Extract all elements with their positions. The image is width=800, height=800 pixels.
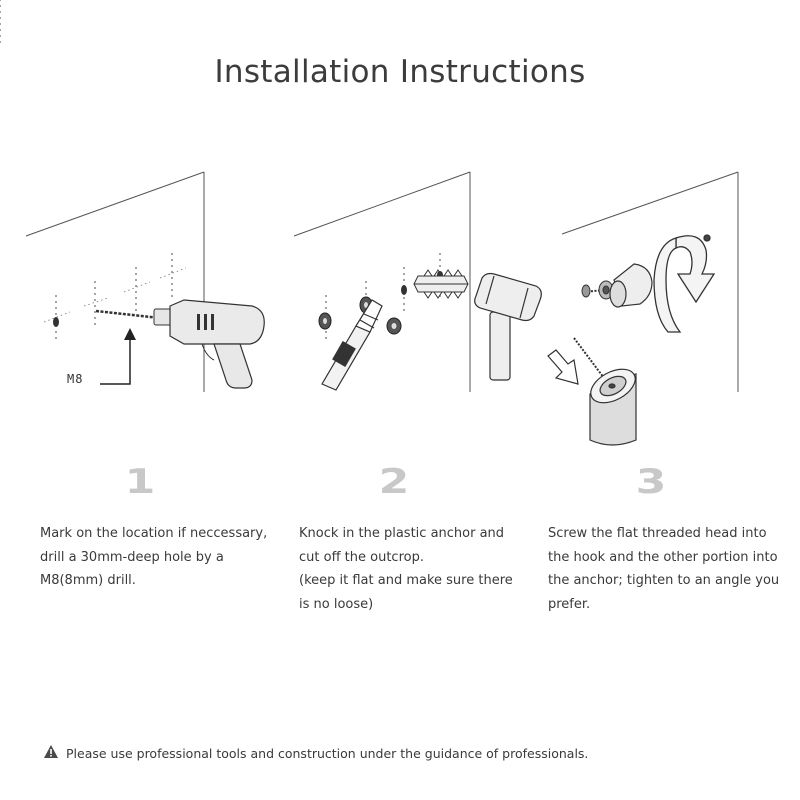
step-text-line: drill a 30mm-deep hole by a	[40, 549, 224, 565]
step-text-line: prefer.	[548, 596, 591, 612]
step-1-description	[40, 522, 280, 593]
plastic-anchor-illustration	[414, 270, 468, 298]
wall-panel-1	[26, 172, 204, 392]
safety-notice	[44, 746, 764, 761]
step-text-line: the hook and the other portion into	[548, 549, 778, 565]
m8-pointer-arrow	[100, 336, 130, 384]
step-number-1: 1	[124, 462, 156, 502]
rotate-arrow-icon	[654, 235, 714, 332]
safety-notice-text: Please use professional tools and construction under the guidance of professionals.	[66, 746, 589, 761]
step-text-line: M8(8mm) drill.	[40, 573, 136, 588]
step-text-line: Screw the flat threaded head into	[548, 526, 767, 541]
step-text-line: is no loose)	[299, 596, 374, 612]
step-text-line: Knock in the plastic anchor and	[299, 526, 505, 541]
step-number-2: 2	[378, 462, 410, 502]
step-2-description	[299, 522, 539, 616]
marking-dots	[0, 0, 1, 43]
step-3-description	[548, 522, 788, 616]
step-text-line: (keep it flat and make sure there	[299, 573, 513, 588]
mounted-hook-illustration	[574, 338, 641, 445]
utility-knife-illustration	[322, 300, 382, 390]
hollow-down-arrow-icon	[548, 350, 578, 384]
threaded-screw-head	[582, 281, 613, 299]
step-number-3: 3	[635, 462, 667, 502]
step-text-line: the anchor; tighten to an angle you	[548, 573, 780, 588]
drill-size-label: M8	[67, 372, 84, 386]
marking-dots-2	[325, 253, 441, 339]
drill-illustration	[96, 300, 264, 388]
step-text-line: Mark on the location if neccessary,	[40, 526, 268, 541]
page-title: Installation Instructions	[214, 54, 586, 90]
hook-knob-illustration	[610, 264, 652, 307]
hammer-illustration	[475, 274, 542, 381]
step-text-line: cut off the outcrop.	[299, 549, 424, 565]
